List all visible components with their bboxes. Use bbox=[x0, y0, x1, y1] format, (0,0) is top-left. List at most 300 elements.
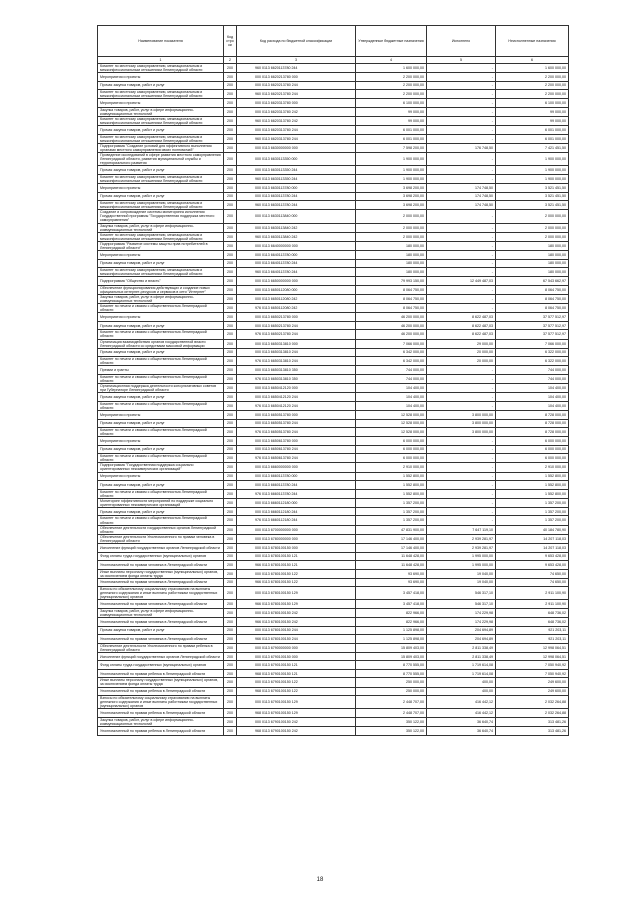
table-row bbox=[98, 201, 569, 210]
row-approved: 180 000,00 bbox=[356, 259, 427, 268]
row-unexecuted: 2 200 000,00 bbox=[496, 90, 569, 99]
row-code: 200 bbox=[224, 73, 237, 82]
row-unexecuted: 180 000,00 bbox=[496, 268, 569, 277]
row-kbk: 960 0113 6620313780 244 bbox=[237, 134, 356, 143]
row-kbk: 960 0113 6620313780 242 bbox=[237, 117, 356, 126]
table-row bbox=[98, 635, 569, 644]
row-kbk: 968 0113 6790100150 122 bbox=[237, 687, 356, 696]
row-approved: 15 809 403,00 bbox=[356, 652, 427, 661]
row-executed: 204 694,89 bbox=[427, 626, 496, 635]
row-unexecuted: 648 736,02 bbox=[496, 618, 569, 627]
row-code: 200 bbox=[224, 117, 237, 126]
row-code: 200 bbox=[224, 201, 237, 210]
row-code: 200 bbox=[224, 608, 237, 617]
row-code: 200 bbox=[224, 295, 237, 304]
row-approved: 46 200 000,00 bbox=[356, 313, 427, 322]
row-code: 200 bbox=[224, 696, 237, 709]
row-approved: 2 000 000,00 bbox=[356, 223, 427, 232]
row-code: 200 bbox=[224, 153, 237, 166]
table-row bbox=[98, 210, 569, 223]
row-code: 200 bbox=[224, 384, 237, 393]
row-executed: - bbox=[427, 210, 496, 223]
row-kbk: 000 0113 6650213780 000 bbox=[237, 313, 356, 322]
row-kbk: 000 0113 6780000000 000 bbox=[237, 534, 356, 543]
row-name: Мероприятия и проекты bbox=[98, 472, 224, 481]
row-approved: 2 448 707,00 bbox=[356, 696, 427, 709]
table-row bbox=[98, 552, 569, 561]
row-unexecuted: 921 203,11 bbox=[496, 626, 569, 635]
row-code: 200 bbox=[224, 643, 237, 652]
row-name: Комитет по печати и связям с общественностью Ленинградской области bbox=[98, 374, 224, 383]
row-kbk: 000 0113 6630113840 242 bbox=[237, 223, 356, 232]
row-kbk: 000 0113 6660113780 000 bbox=[237, 472, 356, 481]
row-kbk: 000 0113 6630113840 000 bbox=[237, 210, 356, 223]
row-executed: 2 811 338,49 bbox=[427, 652, 496, 661]
row-name: Мероприятия и проекты bbox=[98, 184, 224, 193]
row-approved: 1 357 200,00 bbox=[356, 516, 427, 525]
row-executed: 8 622 487,03 bbox=[427, 313, 496, 322]
row-unexecuted: 6 001 000,00 bbox=[496, 126, 569, 135]
table-row bbox=[98, 313, 569, 322]
row-name: Фонд оплаты труда государственных (муниципальных) органов bbox=[98, 552, 224, 561]
row-approved: 11 648 428,00 bbox=[356, 552, 427, 561]
table-row bbox=[98, 348, 569, 357]
row-approved: 2 200 000,00 bbox=[356, 81, 427, 90]
row-approved: 6 000 000,00 bbox=[356, 454, 427, 463]
table-row bbox=[98, 153, 569, 166]
table-row bbox=[98, 126, 569, 135]
column-number-row bbox=[98, 57, 569, 64]
row-executed: - bbox=[427, 401, 496, 410]
row-approved: 1 357 200,00 bbox=[356, 507, 427, 516]
row-kbk: 976 0113 6650313810 244 bbox=[237, 357, 356, 366]
row-approved: 822 966,00 bbox=[356, 618, 427, 627]
row-executed: - bbox=[427, 285, 496, 294]
table-row bbox=[98, 652, 569, 661]
row-kbk: 000 0113 6650412120 000 bbox=[237, 384, 356, 393]
table-row bbox=[98, 516, 569, 525]
table-row bbox=[98, 134, 569, 143]
row-executed: - bbox=[427, 166, 496, 175]
row-code: 200 bbox=[224, 251, 237, 260]
row-name: Уполномоченный по правам человека в Ленинградской области bbox=[98, 618, 224, 627]
row-code: 200 bbox=[224, 259, 237, 268]
row-unexecuted: 2 032 264,88 bbox=[496, 696, 569, 709]
row-unexecuted: 1 357 200,00 bbox=[496, 516, 569, 525]
row-unexecuted: 3 521 451,50 bbox=[496, 184, 569, 193]
row-approved: 93 690,00 bbox=[356, 578, 427, 587]
row-code: 200 bbox=[224, 126, 237, 135]
row-name: Закупка товаров, работ, услуг в сфере информационно-коммуникационных технологий bbox=[98, 608, 224, 617]
row-name: Прочая закупка товаров, работ и услуг bbox=[98, 507, 224, 516]
table-row bbox=[98, 99, 569, 108]
row-unexecuted: 9 653 428,00 bbox=[496, 552, 569, 561]
row-executed: 2 939 281,97 bbox=[427, 544, 496, 553]
row-executed: - bbox=[427, 99, 496, 108]
row-unexecuted: 6 100 000,00 bbox=[496, 99, 569, 108]
row-approved: 822 966,00 bbox=[356, 608, 427, 617]
row-kbk: 000 0113 6660112180 000 bbox=[237, 498, 356, 507]
table-row bbox=[98, 174, 569, 183]
row-executed: 8 622 487,03 bbox=[427, 330, 496, 339]
table-row bbox=[98, 534, 569, 543]
row-approved: 1 900 000,00 bbox=[356, 166, 427, 175]
row-kbk: 960 0113 6640113780 244 bbox=[237, 268, 356, 277]
row-kbk: 968 0113 6790100150 129 bbox=[237, 709, 356, 718]
row-approved: 17 146 400,00 bbox=[356, 544, 427, 553]
row-executed: - bbox=[427, 174, 496, 183]
row-unexecuted: 14 207 118,03 bbox=[496, 544, 569, 553]
row-kbk: 000 0113 6620313780 000 bbox=[237, 99, 356, 108]
row-kbk: 000 0113 6620313780 242 bbox=[237, 107, 356, 116]
row-approved: 46 200 000,00 bbox=[356, 330, 427, 339]
row-code: 200 bbox=[224, 401, 237, 410]
table-row bbox=[98, 64, 569, 73]
row-unexecuted: 744 000,00 bbox=[496, 366, 569, 375]
row-name: Комитет по печати и связям с общественностью Ленинградской области bbox=[98, 428, 224, 437]
row-unexecuted: 7 421 451,50 bbox=[496, 143, 569, 152]
column-number: 6 bbox=[496, 57, 569, 64]
row-code: 200 bbox=[224, 687, 237, 696]
row-code: 200 bbox=[224, 472, 237, 481]
table-row bbox=[98, 481, 569, 490]
row-unexecuted: 74 650,00 bbox=[496, 578, 569, 587]
row-name: Прочая закупка товаров, работ и услуг bbox=[98, 126, 224, 135]
row-approved: 1 357 200,00 bbox=[356, 498, 427, 507]
row-name: Взносы по обязательному социальному страхованию на выплаты денежного содержания и иные выплаты работникам государственных (муниципальных) органов bbox=[98, 587, 224, 600]
row-name: Прочая закупка товаров, работ и услуг bbox=[98, 166, 224, 175]
row-code: 200 bbox=[224, 481, 237, 490]
row-approved: 8 770 555,00 bbox=[356, 669, 427, 678]
row-name: Обеспечение деятельности Уполномоченного по правам человека в Ленинградской области bbox=[98, 534, 224, 543]
table-row bbox=[98, 661, 569, 670]
row-code: 200 bbox=[224, 600, 237, 609]
row-code: 200 bbox=[224, 578, 237, 587]
row-executed: 3 800 000,00 bbox=[427, 411, 496, 420]
row-code: 200 bbox=[224, 618, 237, 627]
row-approved: 6 001 000,00 bbox=[356, 134, 427, 143]
row-approved: 12 528 000,00 bbox=[356, 419, 427, 428]
row-executed: - bbox=[427, 498, 496, 507]
row-name: Комитет по местному самоуправлению, межнациональным и межконфессиональным отношениям Ленинградской области bbox=[98, 134, 224, 143]
row-kbk: 960 0113 6620213780 244 bbox=[237, 90, 356, 99]
row-name: Уполномоченный по правам ребенка в Ленинградской области bbox=[98, 727, 224, 736]
row-approved: 3 457 418,00 bbox=[356, 600, 427, 609]
row-name: Подпрограмма "Создание условий для эффективного выполнения органами местного самоуправления своих полномочий" bbox=[98, 143, 224, 152]
row-approved: 12 528 000,00 bbox=[356, 411, 427, 420]
row-code: 200 bbox=[224, 587, 237, 600]
row-name: Комитет по местному самоуправлению, межнациональным и межконфессиональным отношениям Ленинградской области bbox=[98, 201, 224, 210]
table-row bbox=[98, 561, 569, 570]
row-name: Уполномоченный по правам человека в Ленинградской области bbox=[98, 561, 224, 570]
row-kbk: 968 0113 6790100150 242 bbox=[237, 727, 356, 736]
row-unexecuted: 9 653 428,00 bbox=[496, 561, 569, 570]
row-name: Комитет по печати и связям с общественностью Ленинградской области bbox=[98, 401, 224, 410]
row-kbk: 000 0113 6650000000 000 bbox=[237, 277, 356, 286]
row-kbk: 976 0113 6650313810 350 bbox=[237, 374, 356, 383]
row-approved: 1 552 800,00 bbox=[356, 489, 427, 498]
row-name: Обеспечение функционирования действующих и создание новых официальных интернет-ресурсов и сервисов в сети "Интернет" bbox=[98, 285, 224, 294]
row-name: Прочая закупка товаров, работ и услуг bbox=[98, 81, 224, 90]
header-name: Наименование показателя bbox=[98, 26, 224, 57]
row-unexecuted: 2 000 000,00 bbox=[496, 223, 569, 232]
row-name: Уполномоченный по правам человека в Ленинградской области bbox=[98, 600, 224, 609]
row-unexecuted: 648 736,02 bbox=[496, 608, 569, 617]
table-row bbox=[98, 489, 569, 498]
row-executed: - bbox=[427, 268, 496, 277]
row-approved: 8 064 750,00 bbox=[356, 285, 427, 294]
row-kbk: 000 0113 6620213780 000 bbox=[237, 73, 356, 82]
row-executed: - bbox=[427, 393, 496, 402]
row-approved: 47 831 900,00 bbox=[356, 525, 427, 534]
row-executed: 174 748,50 bbox=[427, 192, 496, 201]
row-kbk: 966 0113 6780100150 244 bbox=[237, 635, 356, 644]
row-approved: 99 000,00 bbox=[356, 117, 427, 126]
row-code: 200 bbox=[224, 463, 237, 472]
row-name: Создание и сопровождение системы мониторинга исполнения Государственной программы "Государственная поддержка местного самоуправления" bbox=[98, 210, 224, 223]
column-number: 5 bbox=[427, 57, 496, 64]
table-row bbox=[98, 525, 569, 534]
row-name: Прочая закупка товаров, работ и услуг bbox=[98, 259, 224, 268]
row-name: Комитет по местному самоуправлению, межнациональным и межконфессиональным отношениям Ленинградской области bbox=[98, 90, 224, 99]
row-name: Мероприятия и проекты bbox=[98, 73, 224, 82]
row-approved: 2 000 000,00 bbox=[356, 232, 427, 241]
row-name: Прочая закупка товаров, работ и услуг bbox=[98, 626, 224, 635]
table-row bbox=[98, 618, 569, 627]
row-kbk: 000 0113 6630000000 000 bbox=[237, 143, 356, 152]
row-approved: 180 000,00 bbox=[356, 241, 427, 250]
row-kbk: 976 0113 6650412120 244 bbox=[237, 401, 356, 410]
table-row bbox=[98, 411, 569, 420]
row-executed: - bbox=[427, 107, 496, 116]
row-unexecuted: 1 900 000,00 bbox=[496, 153, 569, 166]
row-kbk: 000 0113 6790100150 121 bbox=[237, 661, 356, 670]
row-approved: 8 770 555,00 bbox=[356, 661, 427, 670]
row-approved: 6 342 000,00 bbox=[356, 348, 427, 357]
row-unexecuted: 2 000 000,00 bbox=[496, 232, 569, 241]
table-row bbox=[98, 454, 569, 463]
row-kbk: 960 0113 6620113780 244 bbox=[237, 64, 356, 73]
row-code: 200 bbox=[224, 507, 237, 516]
row-approved: 3 698 200,00 bbox=[356, 192, 427, 201]
row-code: 200 bbox=[224, 64, 237, 73]
row-name: Исполнение функций государственных органов Ленинградской области bbox=[98, 544, 224, 553]
row-executed: 19 040,00 bbox=[427, 569, 496, 578]
row-kbk: 000 0113 6780100150 122 bbox=[237, 569, 356, 578]
row-kbk: 000 0113 6790100150 122 bbox=[237, 678, 356, 687]
row-name: Комитет по печати и связям с общественностью Ленинградской области bbox=[98, 516, 224, 525]
page-number: 18 bbox=[316, 877, 324, 883]
table-row bbox=[98, 608, 569, 617]
row-unexecuted: 12 998 064,51 bbox=[496, 652, 569, 661]
row-unexecuted: 6 322 000,00 bbox=[496, 357, 569, 366]
row-code: 200 bbox=[224, 393, 237, 402]
row-unexecuted: 249 600,00 bbox=[496, 678, 569, 687]
row-kbk: 000 0113 6790100150 000 bbox=[237, 652, 356, 661]
row-code: 200 bbox=[224, 525, 237, 534]
row-approved: 104 400,00 bbox=[356, 401, 427, 410]
row-kbk: 000 0113 6790000000 000 bbox=[237, 643, 356, 652]
table-row bbox=[98, 393, 569, 402]
row-unexecuted: 6 000 000,00 bbox=[496, 454, 569, 463]
row-kbk: 000 0113 6660112180 244 bbox=[237, 507, 356, 516]
row-executed: 174 229,98 bbox=[427, 608, 496, 617]
row-code: 200 bbox=[224, 489, 237, 498]
row-kbk: 000 0113 6630113350 000 bbox=[237, 153, 356, 166]
row-kbk: 966 0113 6780100150 242 bbox=[237, 618, 356, 627]
row-kbk: 000 0113 6790100150 129 bbox=[237, 696, 356, 709]
row-name: Мониторинг эффективности мероприятий по поддержке социально ориентированных некоммерческих организаций bbox=[98, 498, 224, 507]
row-kbk: 000 0113 6790100150 242 bbox=[237, 717, 356, 726]
row-kbk: 000 0113 6660000000 000 bbox=[237, 463, 356, 472]
table-row bbox=[98, 192, 569, 201]
row-kbk: 000 0113 6640113780 244 bbox=[237, 259, 356, 268]
row-kbk: 000 0113 6650112080 000 bbox=[237, 285, 356, 294]
row-code: 200 bbox=[224, 210, 237, 223]
row-code: 200 bbox=[224, 107, 237, 116]
row-executed: - bbox=[427, 472, 496, 481]
row-executed: - bbox=[427, 437, 496, 446]
row-approved: 1 600 000,00 bbox=[356, 64, 427, 73]
row-executed: 2 939 281,97 bbox=[427, 534, 496, 543]
table-row bbox=[98, 600, 569, 609]
row-unexecuted: 7 066 000,00 bbox=[496, 339, 569, 348]
row-executed: - bbox=[427, 232, 496, 241]
row-code: 200 bbox=[224, 330, 237, 339]
header-executed: Исполнено bbox=[427, 26, 496, 57]
row-unexecuted: 8 728 000,00 bbox=[496, 419, 569, 428]
row-name: Прочая закупка товаров, работ и услуг bbox=[98, 445, 224, 454]
row-approved: 6 342 000,00 bbox=[356, 357, 427, 366]
row-approved: 1 900 000,00 bbox=[356, 174, 427, 183]
row-unexecuted: 14 207 118,03 bbox=[496, 534, 569, 543]
row-code: 200 bbox=[224, 544, 237, 553]
row-code: 200 bbox=[224, 313, 237, 322]
row-unexecuted: 6 000 000,00 bbox=[496, 445, 569, 454]
table-row bbox=[98, 259, 569, 268]
row-approved: 1 125 898,00 bbox=[356, 626, 427, 635]
table-row bbox=[98, 669, 569, 678]
row-approved: 2 448 707,00 bbox=[356, 709, 427, 718]
table-row bbox=[98, 81, 569, 90]
row-unexecuted: 180 000,00 bbox=[496, 241, 569, 250]
column-number: 2 bbox=[224, 57, 237, 64]
row-kbk: 000 0113 6630113350 244 bbox=[237, 166, 356, 175]
row-name: Прочая закупка товаров, работ и услуг bbox=[98, 393, 224, 402]
table-row bbox=[98, 241, 569, 250]
row-approved: 180 000,00 bbox=[356, 251, 427, 260]
row-unexecuted: 99 000,00 bbox=[496, 107, 569, 116]
table-row bbox=[98, 184, 569, 193]
table-row bbox=[98, 445, 569, 454]
row-executed: 546 317,10 bbox=[427, 600, 496, 609]
row-name: Подпрограмма "Общество и власть" bbox=[98, 277, 224, 286]
row-code: 200 bbox=[224, 428, 237, 437]
row-code: 200 bbox=[224, 143, 237, 152]
row-executed: 3 800 000,00 bbox=[427, 428, 496, 437]
row-unexecuted: 6 000 000,00 bbox=[496, 437, 569, 446]
row-kbk: 000 0113 6780100150 121 bbox=[237, 552, 356, 561]
table-row bbox=[98, 696, 569, 709]
row-executed: 1 995 000,00 bbox=[427, 561, 496, 570]
row-name: Исполнение функций государственных органов Ленинградской области bbox=[98, 652, 224, 661]
row-name: Премии и гранты bbox=[98, 366, 224, 375]
row-name: Комитет по печати и связям с общественностью Ленинградской области bbox=[98, 330, 224, 339]
row-name: Иные выплаты персоналу государственных (муниципальных) органов, за исключением фонда оплаты труда bbox=[98, 569, 224, 578]
row-executed: - bbox=[427, 153, 496, 166]
row-executed: - bbox=[427, 64, 496, 73]
row-kbk: 000 0113 6640113780 000 bbox=[237, 251, 356, 260]
row-approved: 104 400,00 bbox=[356, 393, 427, 402]
row-unexecuted: 180 000,00 bbox=[496, 259, 569, 268]
budget-execution-table bbox=[97, 25, 569, 736]
row-approved: 12 528 000,00 bbox=[356, 428, 427, 437]
row-executed: - bbox=[427, 454, 496, 463]
row-code: 200 bbox=[224, 241, 237, 250]
table-row bbox=[98, 643, 569, 652]
column-number: 4 bbox=[356, 57, 427, 64]
row-kbk: 000 0113 6650313810 350 bbox=[237, 366, 356, 375]
row-approved: 1 552 800,00 bbox=[356, 481, 427, 490]
table-row bbox=[98, 285, 569, 294]
row-executed: 176 748,50 bbox=[427, 143, 496, 152]
row-approved: 744 000,00 bbox=[356, 366, 427, 375]
row-unexecuted: 2 911 100,90 bbox=[496, 600, 569, 609]
row-executed: 1 995 000,00 bbox=[427, 552, 496, 561]
row-code: 200 bbox=[224, 534, 237, 543]
row-approved: 6 100 000,00 bbox=[356, 99, 427, 108]
row-executed: 20 000,00 bbox=[427, 357, 496, 366]
row-code: 200 bbox=[224, 411, 237, 420]
row-kbk: 000 0113 6660113780 244 bbox=[237, 481, 356, 490]
row-executed: - bbox=[427, 241, 496, 250]
row-executed: 546 317,10 bbox=[427, 587, 496, 600]
row-kbk: 000 0113 6650513780 000 bbox=[237, 411, 356, 420]
row-code: 200 bbox=[224, 184, 237, 193]
row-approved: 1 125 898,00 bbox=[356, 635, 427, 644]
row-name: Уполномоченный по правам человека в Ленинградской области bbox=[98, 635, 224, 644]
table-row bbox=[98, 419, 569, 428]
table-row bbox=[98, 107, 569, 116]
row-unexecuted: 37 577 512,97 bbox=[496, 321, 569, 330]
row-name: Закупка товаров, работ, услуг в сфере информационно-коммуникационных технологий bbox=[98, 223, 224, 232]
row-name: Обеспечение деятельности государственных органов Ленинградской области bbox=[98, 525, 224, 534]
table-row bbox=[98, 223, 569, 232]
row-name: Мероприятия и проекты bbox=[98, 251, 224, 260]
row-code: 200 bbox=[224, 717, 237, 726]
row-kbk: 000 0113 6650313810 000 bbox=[237, 339, 356, 348]
row-executed: - bbox=[427, 223, 496, 232]
row-executed: - bbox=[427, 90, 496, 99]
row-approved: 3 457 418,00 bbox=[356, 587, 427, 600]
row-code: 200 bbox=[224, 321, 237, 330]
row-approved: 1 900 000,00 bbox=[356, 153, 427, 166]
row-code: 200 bbox=[224, 516, 237, 525]
row-name: Фонд оплаты труда государственных (муниципальных) органов bbox=[98, 661, 224, 670]
row-kbk: 000 0113 6650613780 000 bbox=[237, 437, 356, 446]
row-code: 200 bbox=[224, 339, 237, 348]
row-name: Комитет по печати и связям с общественностью Ленинградской области bbox=[98, 304, 224, 313]
column-number: 1 bbox=[98, 57, 224, 64]
row-executed: 2 811 338,49 bbox=[427, 643, 496, 652]
table-row bbox=[98, 339, 569, 348]
row-name: Взносы по обязательному социальному страхованию на выплаты денежного содержания и иные выплаты работникам государственных (муниципальных) органов bbox=[98, 696, 224, 709]
table-row bbox=[98, 472, 569, 481]
row-code: 200 bbox=[224, 99, 237, 108]
row-unexecuted: 2 911 100,90 bbox=[496, 587, 569, 600]
row-unexecuted: 37 577 512,97 bbox=[496, 313, 569, 322]
table-row bbox=[98, 232, 569, 241]
